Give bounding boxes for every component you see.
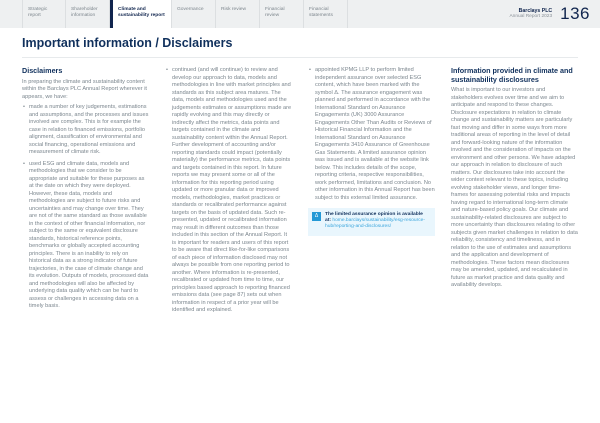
column-information-provided: [451, 67, 578, 319]
information-provided-body: What is important to our investors and stakeholders evolves over time and we aim to anticipate and respond to these changes. Disclosure expectations in relation to climate change and sustainability matters are particularly fast moving and differ in some ways from more traditional areas of reporting in the level of detail and forward-looking nature of the information involved and the consideration of impacts on the environment and other persons. We have adapted our approach in relation to disclosure of such matters. Our disclosures take into account the wider context relevant to these topics, including evolving stakeholder views, and longer time-frames for assessing potential risks and impacts having regard to international long-term climate and nature-based policy goals. Our climate and sustainability-related disclosures are subject to more uncertainty than disclosures relating to other subjects given market challenges in relation to data reliability, consistency and timeliness, and in relation to the use of estimates and assumptions and the application and development of methodologies. These factors mean disclosures may be amended, updated, and recalculated in future as market practice and data quality and availability develops.: [451, 87, 578, 288]
assurance-callout-label: The limited assurance opinion is available at:: [325, 212, 423, 224]
information-provided-heading: Information provided in climate and sustainability disclosures: [451, 66, 573, 84]
disclaimers-bullet-list: [22, 104, 149, 311]
title-section: [22, 36, 578, 58]
page-number: 136: [560, 4, 590, 23]
top-nav-bar: [0, 0, 600, 28]
bullet-kpmg-assurance: • appointed KPMG LLP to perform limited independent assurance over selected ESG content, which have been marked with the symbol Δ. The assurance engagement was planned and performed in accordance with the International Standard on Assurance Engagements (UK) 3000 Assurance Engagements Other Than Audits or Reviews of Historical Financial Information and the International Standard on Assurance Engagements 3410 Assurance of Greenhouse Gas Statements. A limited assurance opinion was issued and is available at the website link below. This includes details of the scope, reporting criteria, respective responsibilities, work performed, limitations and conclusion. No other information in this Annual Report has been subject to this external limited assurance.: [308, 67, 435, 202]
assurance-opinion-link[interactable]: home.barclays/sustainability/esg-resource-hub/reporting-and-disclosures/: [325, 218, 426, 230]
assurance-callout-text: [325, 212, 430, 231]
bullet-esg-data: • used ESG and climate data, models and methodologies that we consider to be appropriate and suitable for these purposes as at the date on which they were deployed. However, these data, models and methodologies are subject to future risks and uncertainties and may change over time. They are not of the same standard as those available in the context of other financial information, nor subject to the same or equivalent disclosure standards, historical reference points, benchmarks or globally accepted accounting principles. There is an inability to rely on historical data as a strong indicator of future trajectories, in the case of climate change and its evolution. Outputs of models, processed data and methodologies will also be affected by underlying data quality which can be hard to assess or challenges in accessing data on a timely basis.: [22, 161, 149, 311]
tab-strategic-report[interactable]: Strategic report: [22, 0, 66, 28]
tab-financial-review[interactable]: Financial review: [260, 0, 304, 28]
brand-report-name: Annual Report 2023: [509, 14, 553, 19]
column-methodologies: [165, 67, 292, 319]
disclaimers-heading: Disclaimers: [22, 66, 63, 75]
column-disclaimers: [22, 67, 149, 319]
report-brand-text: [509, 8, 552, 20]
tab-governance[interactable]: Governance: [172, 0, 216, 28]
section-tabs: [22, 0, 348, 28]
assurance-callout: [308, 208, 435, 236]
content-columns: [22, 67, 578, 319]
tab-financial-statements[interactable]: Financial statements: [304, 0, 348, 28]
methodologies-bullet-list: [165, 67, 292, 315]
page-title: Important information / Disclaimers: [22, 36, 233, 50]
column-assurance: [308, 67, 435, 319]
assurance-delta-icon: Δ: [312, 212, 321, 221]
disclaimers-intro: In preparing the climate and sustainability content within the Barclays PLC Annual Report wherever it appears, we have:: [22, 78, 147, 100]
report-brand-block: [509, 0, 600, 28]
bullet-continued-review: • continued (and will continue) to review and develop our approach to data, models and methodologies in line with market principles and standards as this subject area matures. The data, models and methodologies used and the judgements estimates or assumptions made are rapidly evolving and this may directly or indirectly affect the metrics, data points and targets contained in the climate and sustainability content within the Annual Report. Further development of accounting and/or reporting standards could impact (potentially materially) the performance metrics, data points and targets contained in this report. In future reports we may present some or all of the information for this reporting period using updated or more granular data or improved models, methodologies, market practices or standards or recalibrated performance against targets on the basis of updated data. Such re-presented, updated or recalibrated information may result in different outcomes than those included in this section of the Annual Report. It is important for readers and users of this report to be aware that direct like-for-like comparisons of each piece of information disclosed may not always be possible from one reporting period to another. Where information is re-presented, recalibrated or updated from time to time, our principles based approach to reporting financed emissions data (see page 87) sets out when information in respect of a prior year will be identified and explained.: [165, 67, 292, 315]
bullet-judgements: • made a number of key judgements, estimations and assumptions, and the processes and issues involved are complex. This is for example the case in relation to financed emissions, portfolio alignment, classification of environmental and social financing, operational emissions and measurement of climate risk.: [22, 104, 149, 157]
tab-risk-review[interactable]: Risk review: [216, 0, 260, 28]
assurance-bullet-list: [308, 67, 435, 202]
brand-company: Barclays PLC: [518, 8, 553, 14]
tab-climate-and-sustainability-report[interactable]: Climate and sustainability report: [110, 0, 172, 28]
tab-shareholder-information[interactable]: Shareholder information: [66, 0, 110, 28]
